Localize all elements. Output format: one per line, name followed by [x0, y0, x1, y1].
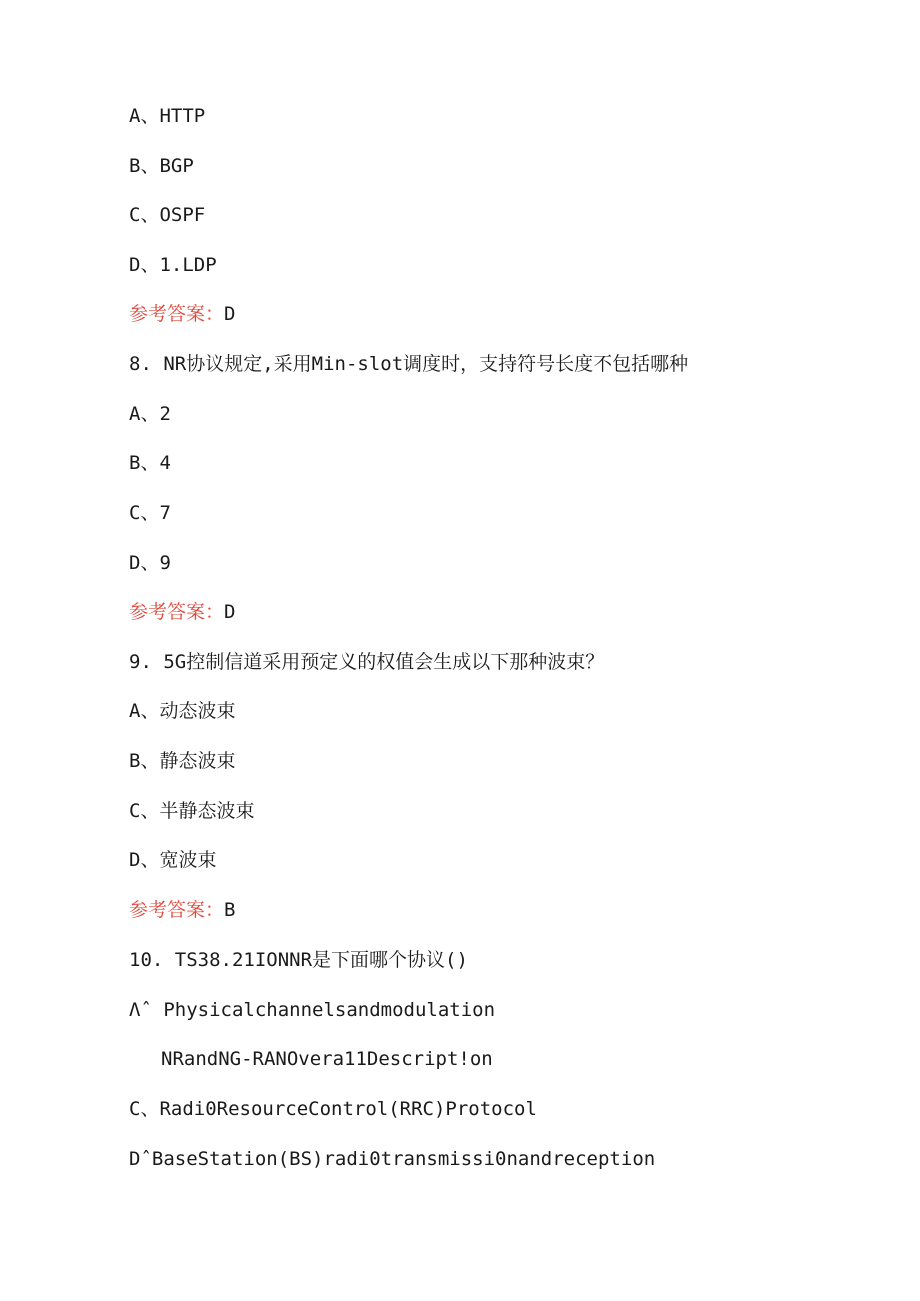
q8-option-d: D、9 — [129, 552, 171, 574]
answer-label: 参考答案： — [129, 899, 225, 921]
q9-option-c: C、半静态波束 — [129, 800, 255, 822]
q8-option-c: C、7 — [129, 502, 171, 524]
q10-option-d: DˆBaseStation(BS)radi0transmissi0nandreception — [129, 1148, 656, 1170]
q10-option-c: C、Radi0ResourceControl(RRC)Protocol — [129, 1098, 537, 1120]
q10-question: 10. TS38.21IONNR是下面哪个协议() — [129, 949, 468, 971]
q9-answer — [129, 897, 235, 923]
q7-option-d: D、1.LDP — [129, 254, 217, 276]
q8-question: 8. NR协议规定,采用Min-slot调度时，支持符号长度不包括哪种 — [129, 353, 689, 375]
answer-label: 参考答案： — [129, 601, 225, 623]
q8-option-a: A、2 — [129, 403, 171, 425]
q10-option-a: Λˆ Physicalchannelsandmodulation — [129, 999, 496, 1021]
q7-option-a: A、HTTP — [129, 105, 206, 127]
answer-label: 参考答案： — [129, 303, 225, 325]
q9-option-d: D、宽波束 — [129, 849, 217, 871]
q8-option-b: B、4 — [129, 452, 171, 474]
q9-option-a: A、动态波束 — [129, 700, 236, 722]
q10-option-b: NRandNG-RANOvera11Descript!on — [161, 1048, 493, 1070]
q8-answer — [129, 599, 235, 625]
q7-answer — [129, 301, 235, 327]
answer-value: B — [224, 899, 236, 921]
answer-value: D — [224, 303, 236, 325]
q9-question: 9. 5G控制信道采用预定义的权值会生成以下那种波束？ — [129, 651, 605, 673]
q7-option-c: C、OSPF — [129, 204, 206, 226]
q9-option-b: B、静态波束 — [129, 750, 236, 772]
q7-option-b: B、BGP — [129, 155, 194, 177]
answer-value: D — [224, 601, 236, 623]
